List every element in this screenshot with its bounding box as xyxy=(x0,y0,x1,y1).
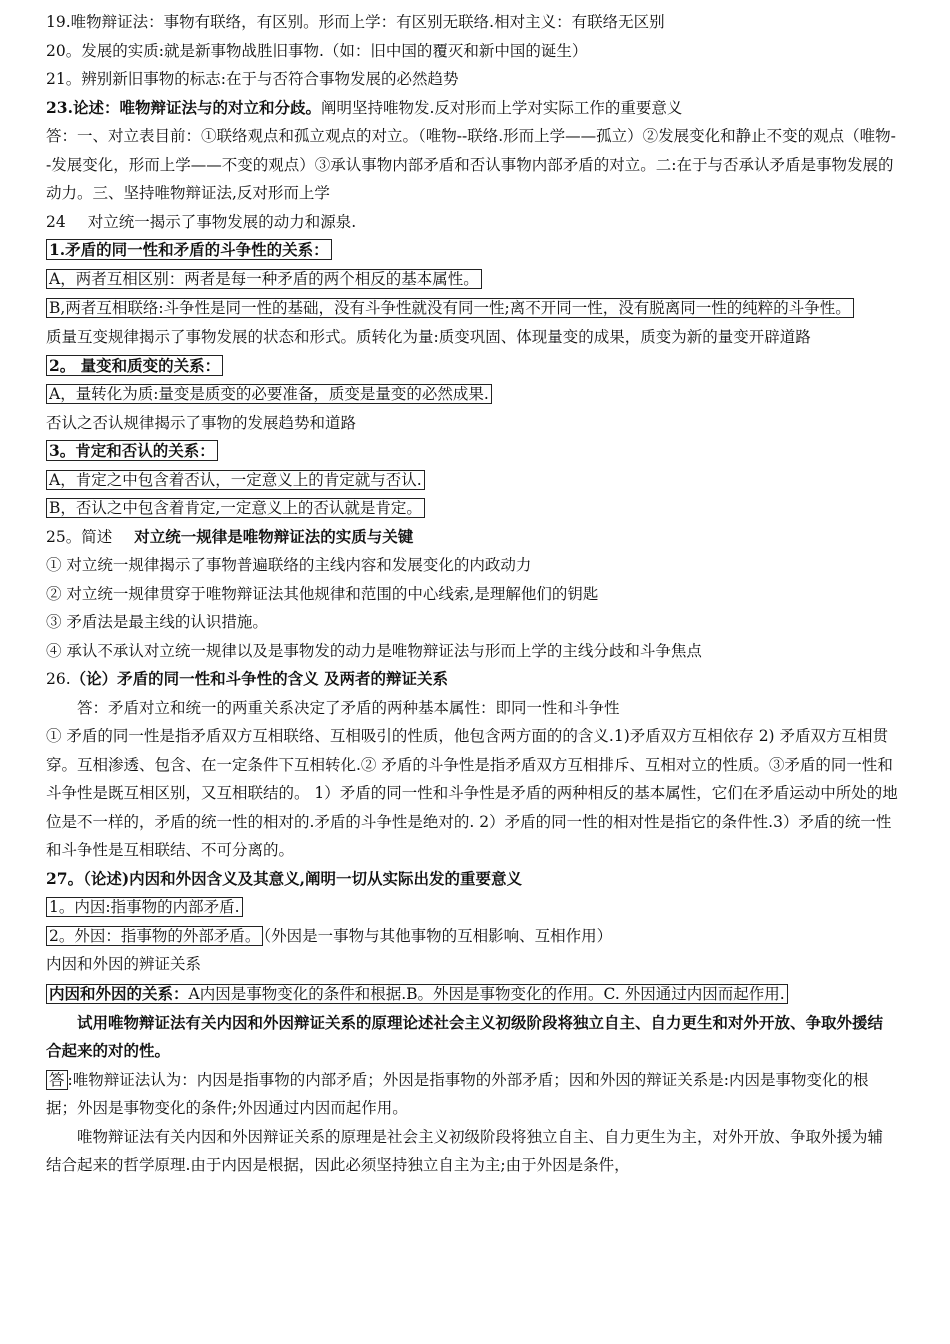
heading-3-a: A，肯定之中包含着否认，一定意义上的肯定就与否认. xyxy=(46,470,425,490)
heading-1-line xyxy=(46,236,898,265)
item-27-internal-cause: 1。内因:指事物的内部矛盾. xyxy=(46,897,243,917)
item-25-point-3: ③ 矛盾法是最主线的认识措施。 xyxy=(46,613,268,631)
heading-3-a-line xyxy=(46,466,898,495)
item-26-heading xyxy=(46,665,898,694)
item-26-answer-intro: 答：矛盾对立和统一的两重关系决定了矛盾的两种基本属性：即同一性和斗争性 xyxy=(77,698,620,717)
item-25-number: 25。简述 xyxy=(46,527,113,546)
heading-3-line xyxy=(46,437,898,466)
item-25-point-4: ④ 承认不承认对立统一规律以及是事物发的动力是唯物辩证法与形而上学的主线分歧和斗争焦点 xyxy=(46,641,702,660)
item-27-external-cause: 2。外因：指事物的外部矛盾。 xyxy=(46,926,263,946)
heading-3-b: B，否认之中包含着肯定,一定意义上的否认就是肯定。 xyxy=(46,498,425,518)
item-24 xyxy=(46,208,898,237)
heading-3-b-line xyxy=(46,494,898,523)
question-title: 试用唯物辩证法有关内因和外因辩证关系的原理论述社会主义初级阶段将独立自主、自力更生和对外开放、争取外援结合起来的对的性。 xyxy=(46,1012,884,1060)
heading-1-a: A，两者互相区别：两者是每一种矛盾的两个相反的基本属性。 xyxy=(46,269,482,289)
item-27-1-line xyxy=(46,893,898,922)
heading-3: 3。肯定和否认的关系： xyxy=(46,440,218,461)
item-27-2-line xyxy=(46,922,898,951)
answer-label: 答 xyxy=(46,1070,68,1090)
item-24-number: 24 xyxy=(46,212,66,231)
item-24-text: 对立统一揭示了事物发展的动力和源泉. xyxy=(87,212,357,231)
item-27-dialectic: 内因和外因的辨证关系 xyxy=(46,955,202,973)
item-27-relation xyxy=(46,984,788,1004)
item-25-heading xyxy=(46,523,898,552)
item-23-answer: 答：一、对立表目前：①联络观点和孤立观点的对立。（唯物--联络.形而上学——孤立）②发展变化和静止不变的观点（唯物--发展变化，形而上学——不变的观点）③承认事物内部矛盾和否认事物内部矛盾的对立。二:在于与否承认矛盾是事物发展的动力。三、坚持唯物辩证法,反对形而上学 xyxy=(46,127,896,202)
heading-2-a-line xyxy=(46,380,898,409)
item-23-heading xyxy=(46,94,898,123)
item-27-relation-label: 内因和外因的关系： xyxy=(49,983,189,1003)
heading-1-a-line xyxy=(46,265,898,294)
heading-2-line xyxy=(46,352,898,381)
heading-2-a: A，量转化为质:量变是质变的必要准备，质变是量变的必然成果. xyxy=(46,384,492,404)
negation-law: 否认之否认规律揭示了事物的发展趋势和道路 xyxy=(46,413,357,432)
item-27-relation-text: A内因是事物变化的条件和根据.B。外因是事物变化的作用。C. 外因通过内因而起作用. xyxy=(188,984,785,1003)
item-26-number: 26. xyxy=(46,670,71,688)
question-answer xyxy=(46,1066,898,1123)
item-27-external-note: （外因是一事物与其他事物的互相影响、互相作用） xyxy=(263,926,613,945)
answer-text: :唯物辩证法认为：内因是指事物的内部矛盾；外因是指事物的外部矛盾；因和外因的辩证关系是:内因是事物变化的根据；外因是事物变化的条件;外因通过内因而起作用。 xyxy=(46,1070,869,1117)
item-27-relation-line xyxy=(46,979,898,1009)
document-page xyxy=(46,8,898,1180)
item-25-title: 对立统一规律是唯物辩证法的实质与关键 xyxy=(134,526,414,546)
final-paragraph: 唯物辩证法有关内因和外因辩证关系的原理是社会主义初级阶段将独立自主、自力更生为主，对外开放、争取外援为辅结合起来的哲学原理.由于内因是根据，因此必须坚持独立自主为主;由于外因是条件， xyxy=(46,1127,884,1174)
item-20: 20。发展的实质:就是新事物战胜旧事物.（如：旧中国的覆灭和新中国的诞生） xyxy=(46,41,588,60)
item-19: 19.唯物辩证法：事物有联络，有区别。形而上学：有区别无联络.相对主义：有联络无区别 xyxy=(46,13,665,31)
item-25-point-2: ② 对立统一规律贯穿于唯物辩证法其他规律和范围的中心线索,是理解他们的钥匙 xyxy=(46,584,599,603)
item-26-answer-body: ① 矛盾的同一性是指矛盾双方互相联络、互相吸引的性质，他包含两方面的的含义.1)矛盾双方互相依存 2) 矛盾双方互相贯穿。互相渗透、包含、在一定条件下互相转化.② 矛盾的斗争性是指矛盾双方互相排斥、互相对立的性质。③矛盾的同一性和斗争性是既互相区别，又互相联结的。 1）矛盾的同一性和斗争性是矛盾的两种相反的基本属性，它们在矛盾运动中所处的地位是不一样的，矛盾的统一性的相对的.矛盾的斗争性是绝对的. 2）矛盾的同一性的相对性是指它的条件性.3）矛盾的统一性和斗争性是互相联结、不可分离的。 xyxy=(46,727,898,859)
heading-2: 2。 量变和质变的关系： xyxy=(46,355,223,376)
item-27-heading: 27。（论述)内因和外因含义及其意义,阐明一切从实际出发的重要意义 xyxy=(46,868,523,888)
item-26-title: （论）矛盾的同一性和斗争性的含义 及两者的辩证关系 xyxy=(70,669,449,688)
heading-1: 1.矛盾的同一性和矛盾的斗争性的关系： xyxy=(46,239,332,260)
item-23-subtitle: 阐明坚持唯物发.反对形而上学对实际工作的重要意义 xyxy=(320,98,683,117)
quality-quantity-law: 质量互变规律揭示了事物发展的状态和形式。质转化为量:质变巩固、体现量变的成果，质变为新的量变开辟道路 xyxy=(46,328,811,346)
heading-1-b-line xyxy=(46,293,898,323)
item-21: 21。辨别新旧事物的标志:在于与否符合事物发展的必然趋势 xyxy=(46,70,459,88)
item-25-point-1: ① 对立统一规律揭示了事物普遍联络的主线内容和发展变化的内政动力 xyxy=(46,556,532,574)
item-23-title: 23.论述：唯物辩证法与的对立和分歧。 xyxy=(46,97,321,117)
heading-1-b: B,两者互相联络:斗争性是同一性的基础，没有斗争性就没有同一性;离不开同一性，没有脱离同一性的纯粹的斗争性。 xyxy=(46,298,854,318)
